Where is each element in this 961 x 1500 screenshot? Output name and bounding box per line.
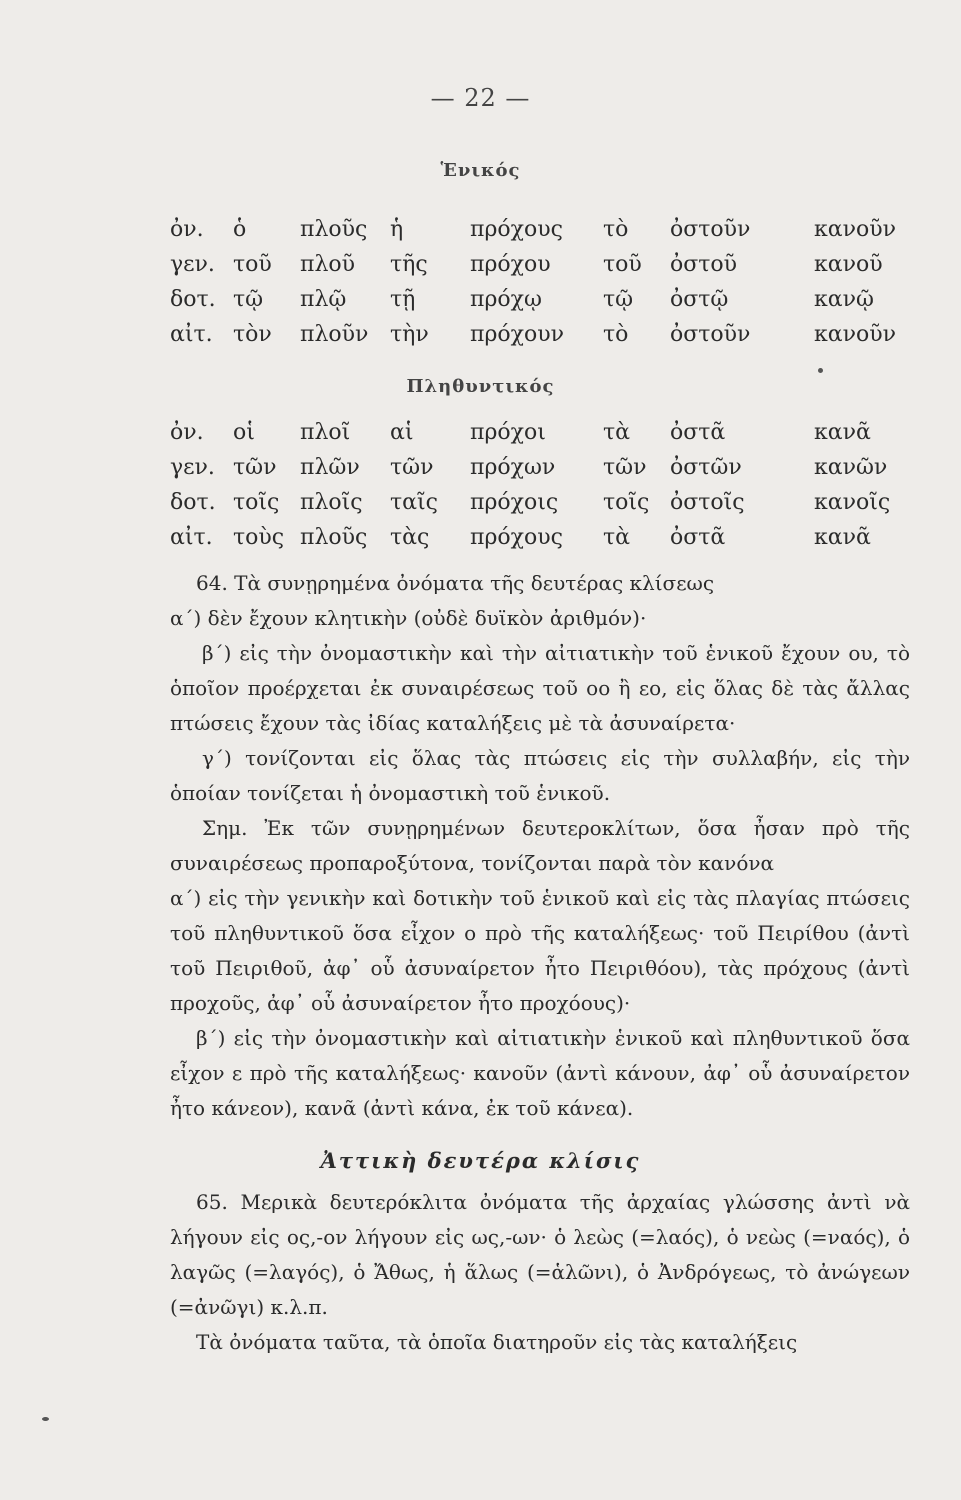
article: ἡ <box>390 217 404 242</box>
noun-form: ὀστοῦ <box>670 252 738 277</box>
case-label: δοτ. <box>170 287 216 312</box>
noun-form: πλοῦς <box>300 217 368 242</box>
article: τοὺς <box>233 525 285 550</box>
table-row <box>170 322 910 357</box>
noun-form: πλῶν <box>300 455 360 480</box>
article: τῷ <box>233 287 264 312</box>
noun-form: πρόχουν <box>470 322 564 347</box>
case-label: ὀν. <box>170 217 204 242</box>
plural-heading: Πληθυντικός <box>406 376 555 397</box>
paragraph-64-a: α΄) δὲν ἔχουν κλητικὴν (οὐδὲ δυϊκὸν ἀριθμόν)· <box>170 606 647 630</box>
case-label: αἰτ. <box>170 322 213 347</box>
article: τοῦ <box>603 252 642 277</box>
article: τῆς <box>390 252 428 277</box>
singular-declension-table <box>170 217 910 357</box>
noun-form: ὀστοῦν <box>670 217 751 242</box>
noun-form: ὀστᾶ <box>670 420 726 445</box>
noun-form: πλῷ <box>300 287 347 312</box>
attic-declension-heading: Ἀττικὴ δευτέρα κλίσις <box>320 1148 641 1173</box>
article: ταῖς <box>390 490 438 515</box>
noun-form: κανᾶ <box>814 525 871 550</box>
ink-speck <box>818 368 823 373</box>
note-b: β΄) εἰς τὴν ὀνομαστικὴν καὶ αἰτιατικὴν ἑνικοῦ καὶ πληθυντικοῦ ὅσα εἶχον ε πρὸ τῆς καταλήξεως· κανοῦν (ἀντὶ κάνουν, ἀφ᾽ οὗ ἀσυναίρετον ἦτο κάνεον), κανᾶ (ἀντὶ κάνα, ἐκ τοῦ κάνεα). <box>170 1026 910 1120</box>
article: τὴν <box>390 322 429 347</box>
noun-form: πλοῖ <box>300 420 351 445</box>
noun-form: πρόχους <box>470 217 563 242</box>
table-row <box>170 287 910 322</box>
noun-form: κανᾶ <box>814 420 871 445</box>
noun-form: ὀστᾶ <box>670 525 726 550</box>
noun-form: ὀστοῦν <box>670 322 751 347</box>
table-row <box>170 420 910 455</box>
table-row <box>170 217 910 252</box>
case-label: αἰτ. <box>170 525 213 550</box>
noun-form: κανῷ <box>814 287 874 312</box>
plural-declension-table <box>170 420 910 560</box>
note-block <box>170 811 910 1126</box>
ink-speck <box>42 1417 49 1421</box>
case-label: δοτ. <box>170 490 216 515</box>
note-a: α΄) εἰς τὴν γενικὴν καὶ δοτικὴν τοῦ ἑνικοῦ καὶ εἰς τὰς πλαγίας πτώσεις τοῦ πληθυντικοῦ ὅσα εἶχον ο πρὸ τῆς καταλήξεως· τοῦ Πειρίθου (ἀντὶ τοῦ Πειριθοῦ, ἀφ᾽ οὗ ἀσυναίρετον ἦτο Πειριθόου), τὰς πρόχους (ἀντὶ προχοῦς, ἀφ᾽ οὗ ἀσυναίρετον ἦτο προχόους)· <box>170 886 910 1015</box>
article: τὸν <box>233 322 272 347</box>
noun-form: πρόχων <box>470 455 556 480</box>
noun-form: κανοῦν <box>814 217 896 242</box>
article: τὰς <box>390 525 430 550</box>
article: τοῖς <box>603 490 650 515</box>
article: τὰ <box>603 420 631 445</box>
article: τῶν <box>603 455 647 480</box>
section-64 <box>170 566 910 811</box>
noun-form: πρόχοις <box>470 490 559 515</box>
paragraph-64-b: β΄) εἰς τὴν ὀνομαστικὴν καὶ τὴν αἰτιατικὴν τοῦ ἑνικοῦ ἔχουν ου, τὸ ὁποῖον προέρχεται ἐκ συναιρέσεως τοῦ οο ἢ εο, εἰς ὅλας δὲ τὰς ἄλλας πτώσεις ἔχουν τὰς ἰδίας καταλήξεις μὲ τὰ ἀσυναίρετα· <box>170 641 910 735</box>
noun-form: πρόχους <box>470 525 563 550</box>
article: τῶν <box>390 455 434 480</box>
article: αἱ <box>390 420 414 445</box>
page-number: — 22 — <box>430 84 531 112</box>
section-65 <box>170 1185 910 1360</box>
paragraph-65-continuation: Τὰ ὀνόματα ταῦτα, τὰ ὁποῖα διατηροῦν εἰς τὰς καταλήξεις <box>196 1330 798 1354</box>
paragraph-65: 65. Μερικὰ δευτερόκλιτα ὀνόματα τῆς ἀρχαίας γλώσσης ἀντὶ νὰ λήγουν εἰς ος,-ον λήγουν εἰς ως,-ων· ὁ λεὼς (=λαός), ὁ νεὼς (=ναός), ὁ λαγῶς (=λαγός), ὁ Ἄθως, ἡ ἅλως (=ἁλῶνι), ὁ Ἀνδρόγεως, τὸ ἀνώγεων (=ἀνῶγι) κ.λ.π. <box>170 1190 910 1319</box>
article: τῶν <box>233 455 277 480</box>
singular-heading: Ἑνικός <box>440 160 521 181</box>
article: τῇ <box>390 287 416 312</box>
noun-form: πρόχῳ <box>470 287 542 312</box>
article: τοῖς <box>233 490 280 515</box>
noun-form: πλοῦν <box>300 322 369 347</box>
noun-form: πλοῖς <box>300 490 363 515</box>
noun-form: ὀστῷ <box>670 287 729 312</box>
table-row <box>170 490 910 525</box>
paragraph-64-intro: 64. Τὰ συνῃρημένα ὀνόματα τῆς δευτέρας κλίσεως <box>196 571 715 595</box>
table-row <box>170 252 910 287</box>
table-row <box>170 455 910 490</box>
paragraph-64-c: γ΄) τονίζονται εἰς ὅλας τὰς πτώσεις εἰς τὴν συλλαβήν, εἰς τὴν ὁποίαν τονίζεται ἡ ὀνομαστικὴ τοῦ ἑνικοῦ. <box>170 746 910 805</box>
noun-form: πρόχοι <box>470 420 546 445</box>
case-label: ὀν. <box>170 420 204 445</box>
article: τῷ <box>603 287 634 312</box>
article: τοῦ <box>233 252 272 277</box>
noun-form: κανοῦ <box>814 252 883 277</box>
article: τὸ <box>603 217 629 242</box>
noun-form: πλοῦς <box>300 525 368 550</box>
table-row <box>170 525 910 560</box>
case-label: γεν. <box>170 252 215 277</box>
article: τὸ <box>603 322 629 347</box>
article: οἱ <box>233 420 255 445</box>
noun-form: ὀστοῖς <box>670 490 745 515</box>
noun-form: πρόχου <box>470 252 551 277</box>
note-intro: Σημ. Ἐκ τῶν συνῃρημένων δευτεροκλίτων, ὅσα ἦσαν πρὸ τῆς συναιρέσεως προπαροξύτονα, τονίζονται παρὰ τὸν κανόνα <box>170 816 910 875</box>
article: ὁ <box>233 217 247 242</box>
case-label: γεν. <box>170 455 215 480</box>
noun-form: κανοῦν <box>814 322 896 347</box>
article: τὰ <box>603 525 631 550</box>
noun-form: ὀστῶν <box>670 455 742 480</box>
noun-form: κανῶν <box>814 455 888 480</box>
noun-form: πλοῦ <box>300 252 356 277</box>
noun-form: κανοῖς <box>814 490 891 515</box>
